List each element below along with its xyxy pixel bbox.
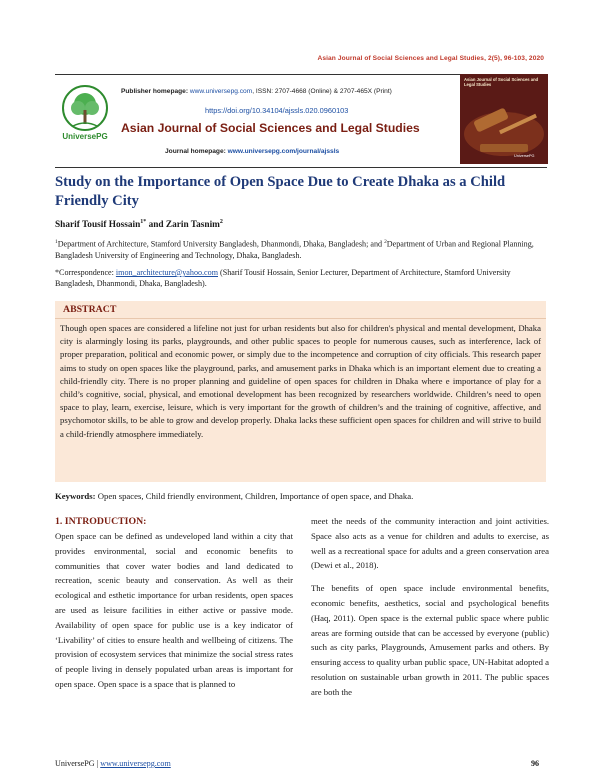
keywords-text: Open spaces, Child friendly environment, Children, Importance of open space, and Dhaka. (95, 491, 414, 501)
abstract-box (55, 301, 546, 482)
journal-cover-image (460, 74, 548, 164)
footer-publisher (55, 759, 171, 768)
author-line (55, 219, 223, 230)
publisher-homepage-link[interactable]: www.universepg.com (189, 88, 253, 95)
keywords-line (55, 491, 545, 501)
footer-publisher-text: UniversePG | (55, 759, 101, 768)
intro-paragraph-2: meet the needs of the community interaction and joint activities. Space also acts as a venue for children and adults to exercise, as well as a recreational space for adults and a green conservation area (Dewi et al., 2018). (311, 516, 549, 571)
introduction-heading: 1. INTRODUCTION: (55, 516, 147, 527)
running-head: Asian Journal of Social Sciences and Legal Studies, 2(5), 96-103, 2020 (317, 55, 544, 62)
correspondence-label: *Correspondence: (55, 268, 116, 277)
intro-paragraph-3: The benefits of open space include environmental benefits, economic benefits, aesthetics, social and psychological benefits (Haq, 2011). Open space is the external public space where public areas are forming outside that can be accessed by everyone (public) such as city parks, Playgrounds, Amusement parks and others. By ensuring access to quality urban public space, UN-Habitat adopted a resolution on sustainable urban growth in 2011. The public spaces are both the (311, 583, 549, 697)
page-number: 96 (531, 759, 540, 768)
journal-masthead (55, 74, 547, 168)
correspondence-email-link[interactable]: imon_architecture@yahoo.com (115, 268, 218, 277)
masthead-bottom-rule (55, 167, 547, 168)
publisher-homepage-line (121, 88, 392, 95)
publisher-label: Publisher homepage: (121, 88, 189, 95)
author-2-sup: 2 (219, 219, 223, 225)
universepg-logo-icon (55, 82, 115, 157)
gavel-icon (460, 74, 548, 164)
cover-title: Asian Journal of Social Sciences and Legal Studies (464, 77, 539, 87)
journal-homepage-link[interactable]: www.universepg.com/journal/ajssls (227, 148, 340, 155)
author-1: Sharif Tousif Hossain (55, 220, 141, 231)
correspondence (55, 267, 545, 290)
author-1-sup: 1* (140, 219, 147, 225)
affil-1: Department of Architecture, Stamford University Bangladesh, Dhanmondi, Dhaka, Bangladesh; and (57, 239, 385, 249)
footer-link[interactable]: www.universepg.com (100, 759, 171, 768)
cover-badge: UniversePG (514, 154, 535, 158)
abstract-text: Though open spaces are considered a lifeline not just for urban residents but also for children's physical and mental development, Dhaka city is alarmingly losing its parks, playgrounds, and other public spaces to people for numerous causes, such as interference, lack of proper preparation, political and economic power, or simply due to the incompetence and corruption of city officials. This research paper aims to study on open spaces like the playground, parks, and amusement parks in Dhaka which is an important element due to creating a child-friendly city. There is no proper planning and guideline of open spaces for children in Dhaka where e importance of play for a child’s cognitive, social, physical, and emotional development has been recognized by researchers worldwide. Children’s need to open space to play, learn, exercise, leisure, which is very important for the growth of children’s and the training of cognitive, affective, and psychomotor skills, to be able to grow and develop properly. Dhaka lacks these sufficient open spaces for children and will strive to build a child-friendly atmosphere immediately. (60, 323, 541, 439)
affil-sup-2: 2 (384, 239, 387, 245)
left-column (55, 529, 293, 692)
correspondence-details: (Sharif Tousif Hossain, Senior Lecturer, Department of Architecture, Stamford University Bangladesh, Dhanmondi, Dhaka, Bangladesh). (55, 268, 511, 289)
keywords-label: Keywords: (55, 491, 96, 501)
intro-paragraph-1: Open space can be defined as undeveloped land within a city that provides environmental, social and economic benefits to communities that cover water bodies and land dedicated to recreation, scenic beauty and conservation. As well as their ecological and esthetic importance for urban residents, open spaces are used as leisure facilities in either active or passive mode. Availability of open space for public use is a key indicator of ‘Livability’ of cities to ensure health and wellbeing of citizens. The provision of ecosystem services that minimize the social stress rates of people living in densely populated urban areas is important for open space. Open space is a space that is planned to (55, 531, 293, 689)
abstract-divider (55, 318, 546, 319)
affil-sup-1: 1 (55, 239, 58, 245)
right-column (311, 514, 549, 700)
issn-text: , ISSN: 2707-4668 (Online) & 2707-465X (Print) (252, 88, 392, 95)
journal-homepage-label: Journal homepage: (165, 148, 226, 155)
doi-link[interactable]: https://doi.org/10.34104/ajssls.020.0960103 (205, 106, 349, 115)
journal-title: Asian Journal of Social Sciences and Legal Studies (121, 121, 420, 135)
abstract-heading: ABSTRACT (63, 304, 117, 315)
affiliations (55, 237, 545, 262)
journal-homepage-line (165, 148, 339, 155)
affil-2: Department of Urban and Regional Planning, Bangladesh University of Engineering and Technology, Dhaka, Bangladesh. (55, 239, 534, 261)
author-2: and Zarin Tasnim (146, 220, 220, 231)
article-title: Study on the Importance of Open Space Due to Create Dhaka as a Child Friendly City (55, 174, 506, 209)
logo-text: UniversePG (62, 132, 108, 141)
